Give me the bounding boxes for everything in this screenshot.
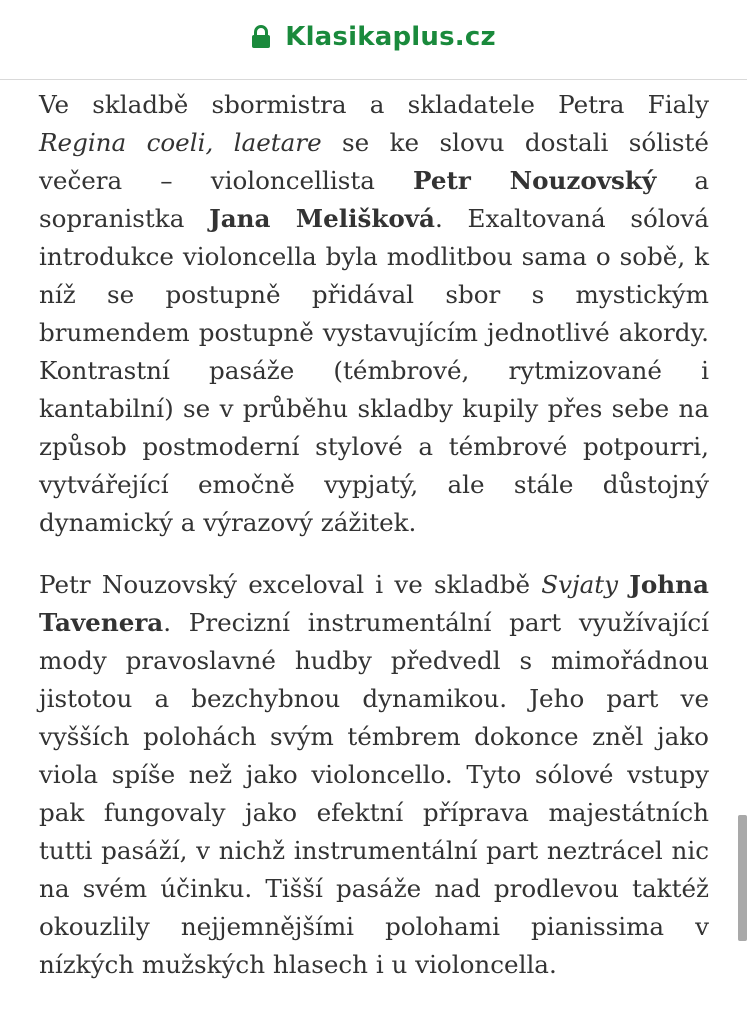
article-body [39, 86, 709, 984]
work-title: Regina coeli, laetare [39, 128, 322, 157]
text-run: Ve skladbě sbormistra a skladatele Petra Fialy [39, 90, 709, 119]
scrollbar-thumb[interactable] [738, 815, 747, 941]
performer-name: Petr Nouzovský [412, 166, 657, 195]
performer-name: Jana Melišková [209, 204, 435, 233]
text-run: Petr Nouzovský exceloval i ve skladbě [39, 570, 542, 599]
url-display[interactable] [251, 22, 496, 52]
url-domain: Klasikaplus.cz [285, 21, 496, 52]
text-run: se ke slovu dostali sólisté večera – violoncellista [39, 128, 709, 195]
lock-icon [251, 25, 271, 49]
article-paragraph [39, 86, 709, 542]
browser-url-bar[interactable] [0, 0, 747, 80]
text-run: . Exaltovaná sólová introdukce violoncella byla modlitbou sama o sobě, k níž se postupně přidával sbor s mystickým brumendem postupně vystavujícím jednotlivé akordy. Kontrastní pasáže (témbrové, rytmizované i kantabilní) se v průběhu skladby kupily přes sebe na způsob postmoderní stylové a témbrové potpourri, vytvářející emočně vypjatý, ale stále důstojný dynamický a výrazový zážitek. [39, 204, 709, 537]
work-title: Svjaty [541, 570, 619, 599]
text-run: a sopranistka [39, 166, 709, 233]
text-run [618, 570, 629, 599]
composer-name: Johna Tavenera [39, 570, 709, 637]
article-paragraph [39, 566, 709, 984]
text-run: . Precizní instrumentální part využívající mody pravoslavné hudby předvedl s mimořádnou jistotou a bezchybnou dynamikou. Jeho part ve vyšších polohách svým témbrem dokonce zněl jako viola spíše než jako violoncello. Tyto sólové vstupy pak fungovaly jako efektní příprava majestátních tutti pasáží, v nichž instrumentální part neztrácel nic na svém účinku. Tišší pasáže nad prodlevou taktéž okouzlily nejjemnějšími polohami pianissima v nízkých mužských hlasech i u violoncella. [39, 608, 709, 979]
